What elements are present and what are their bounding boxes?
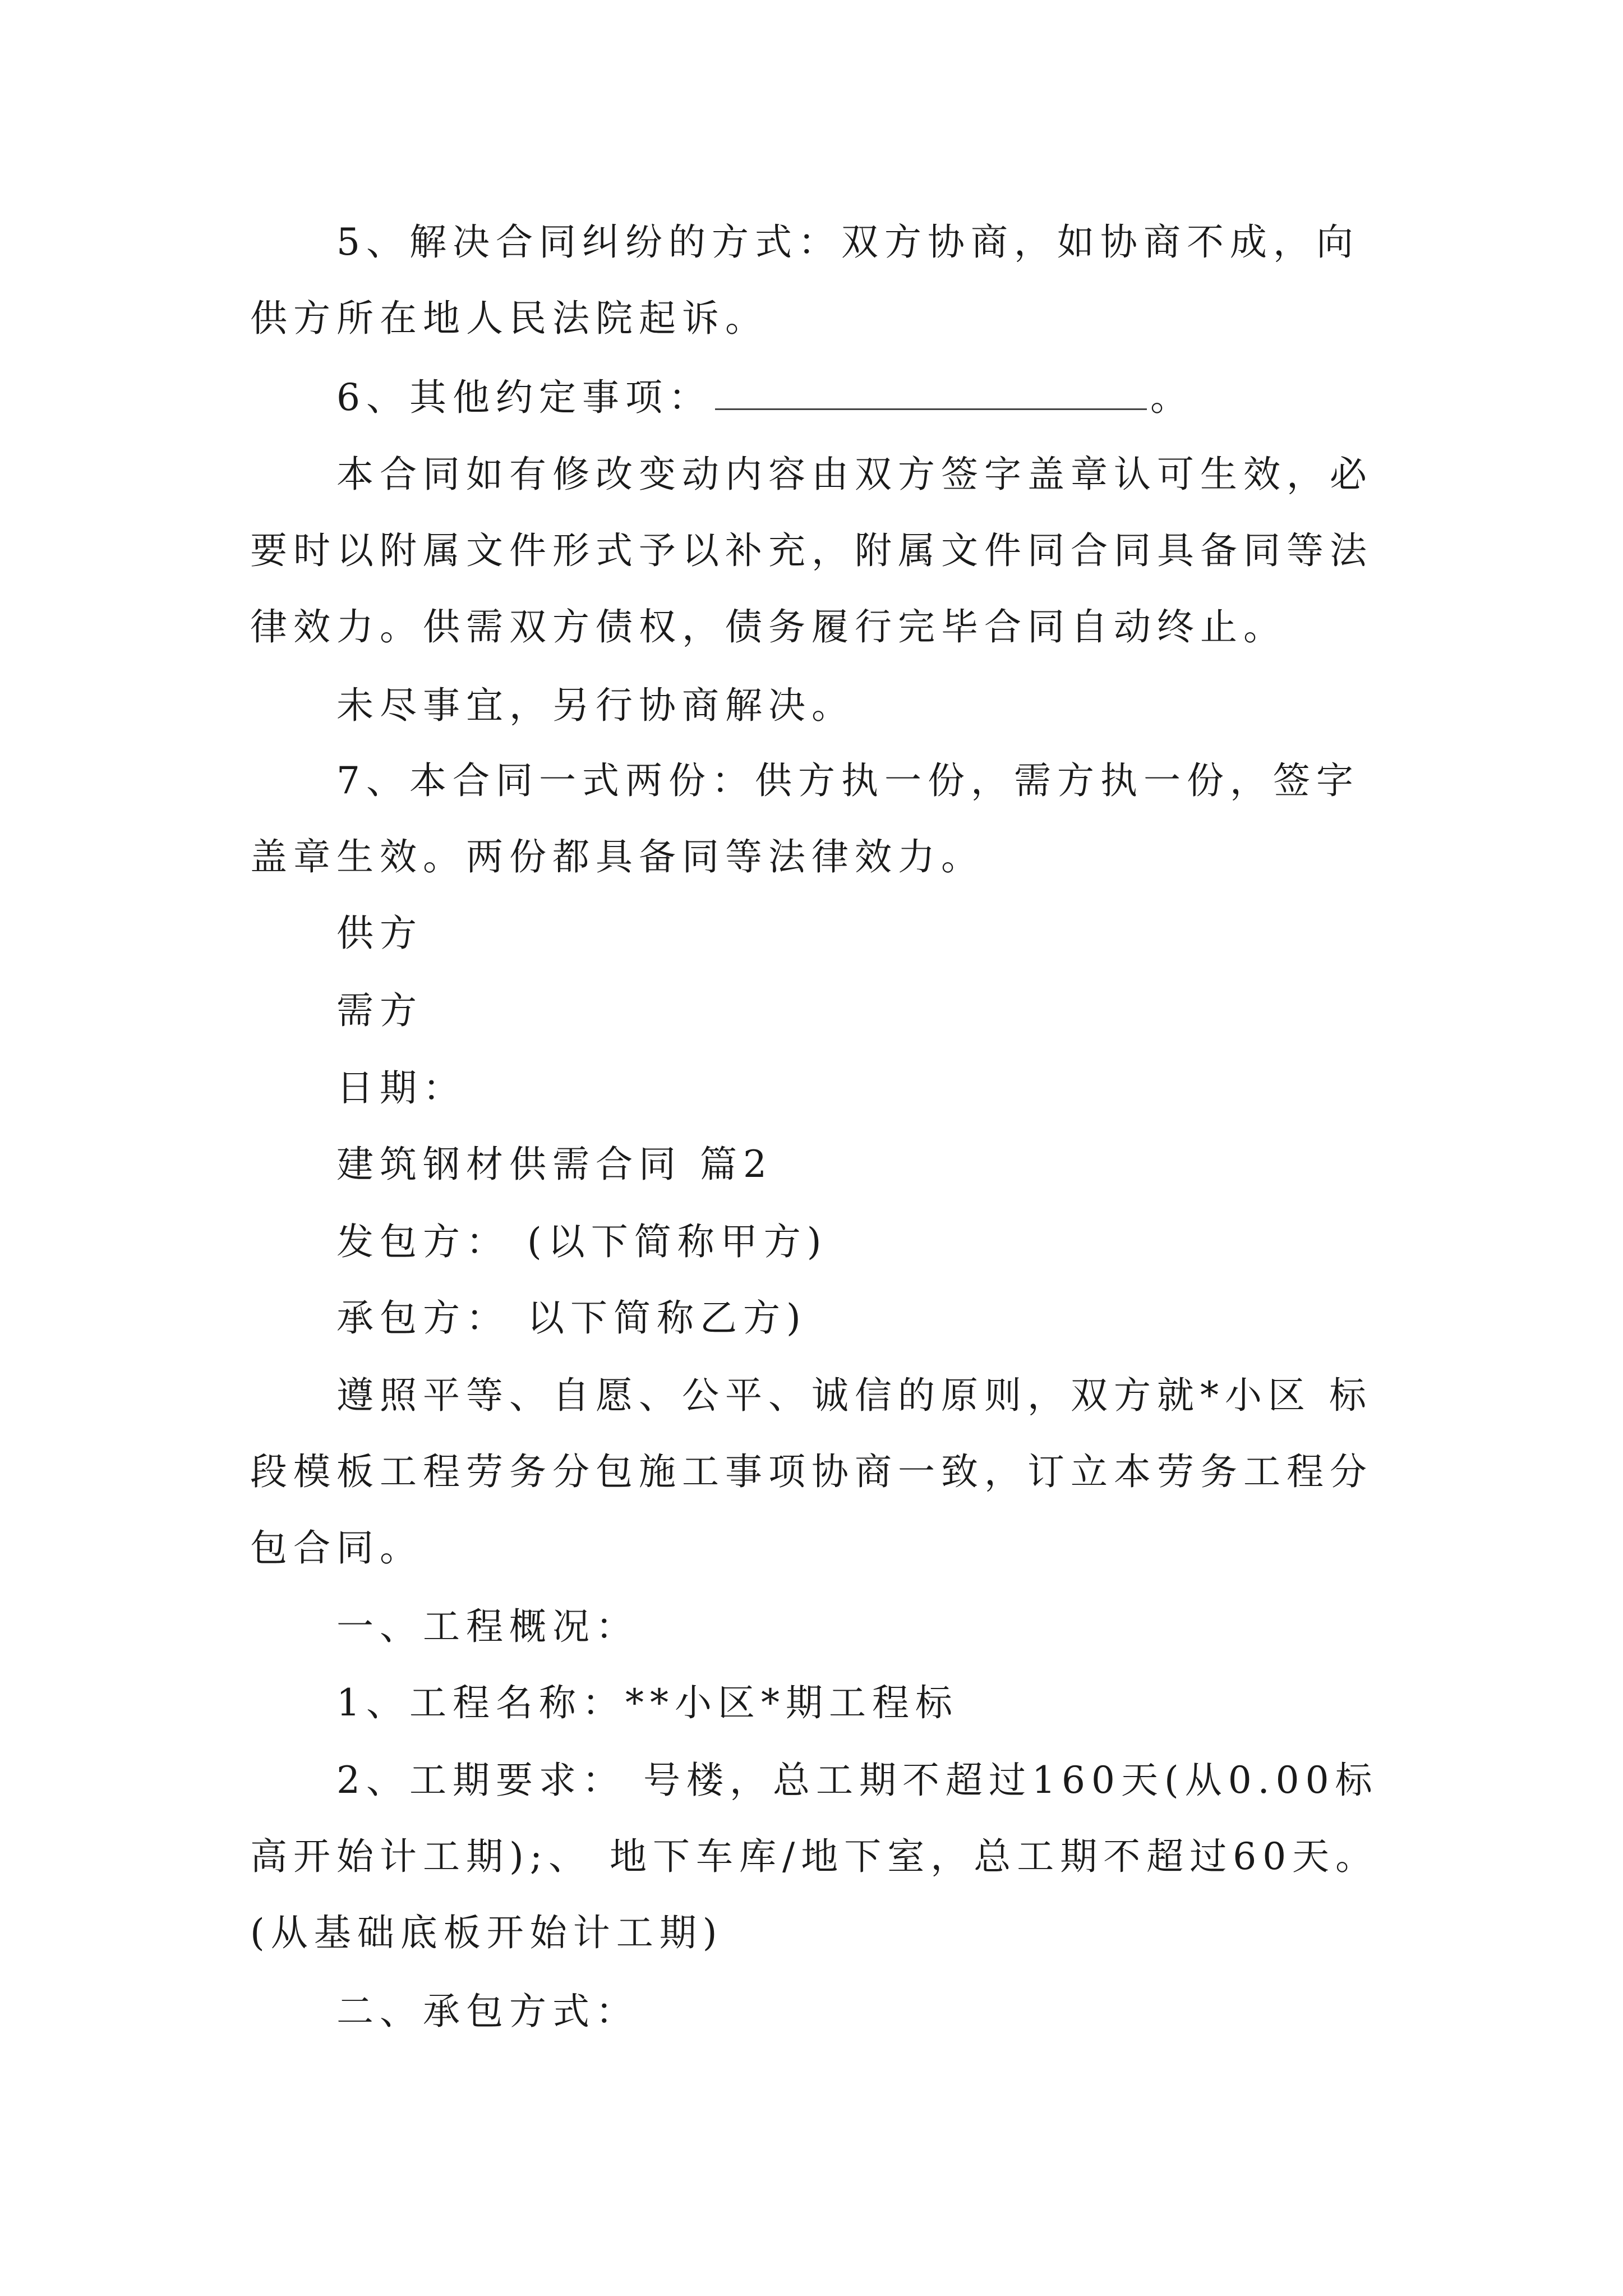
project-name-line: 1、工程名称：**小区*期工程标 <box>336 1681 958 1724</box>
fill-in-blank <box>715 375 1147 410</box>
principle-line-3: 包合同。 <box>250 1526 423 1570</box>
principle-line-2: 段模板工程劳务分包施工事项协商一致，订立本劳务工程分 <box>250 1450 1373 1493</box>
section-title: 建筑钢材供需合同 篇2 <box>336 1143 773 1186</box>
principle-line-1: 遵照平等、自愿、公平、诚信的原则，双方就*小区 标 <box>336 1374 1372 1417</box>
contractor-party-line: 发包方： (以下简称甲方) <box>336 1220 828 1263</box>
schedule-line-2: 高开始计工期);、 地下车库/地下室，总工期不超过60天。 <box>250 1835 1379 1878</box>
clause-7-line-1: 7、本合同一式两份：供方执一份，需方执一份，签字 <box>336 759 1359 802</box>
heading-project-overview: 一、工程概况： <box>336 1605 639 1648</box>
clause-6-line <box>336 375 1193 420</box>
buyer-signature-label: 需方 <box>336 989 423 1032</box>
unresolved-matters: 未尽事宜，另行协商解决。 <box>336 684 855 727</box>
clause-7-line-2: 盖章生效。两份都具备同等法律效力。 <box>250 835 984 878</box>
clause-6-end: 。 <box>1150 376 1193 419</box>
modification-line-1: 本合同如有修改变动内容由双方签字盖章认可生效，必 <box>336 453 1373 496</box>
modification-line-2: 要时以附属文件形式予以补充，附属文件同合同具备同等法 <box>250 529 1373 572</box>
clause-5-line-1: 5、解决合同纠纷的方式：双方协商，如协商不成，向 <box>336 220 1359 264</box>
clause-5-line-2: 供方所在地人民法院起诉。 <box>250 297 768 340</box>
supplier-signature-label: 供方 <box>336 912 423 955</box>
schedule-line-3: (从基础底板开始计工期) <box>250 1911 723 1954</box>
date-label: 日期： <box>336 1066 466 1110</box>
clause-6-label: 6、其他约定事项： <box>336 376 712 419</box>
heading-contract-method: 二、承包方式： <box>336 1990 639 2033</box>
schedule-line-1: 2、工期要求： 号楼，总工期不超过160天(从0.00标 <box>336 1759 1378 1802</box>
subcontractor-party-line: 承包方： 以下简称乙方) <box>336 1296 807 1340</box>
modification-line-3: 律效力。供需双方债权，债务履行完毕合同自动终止。 <box>250 605 1287 648</box>
